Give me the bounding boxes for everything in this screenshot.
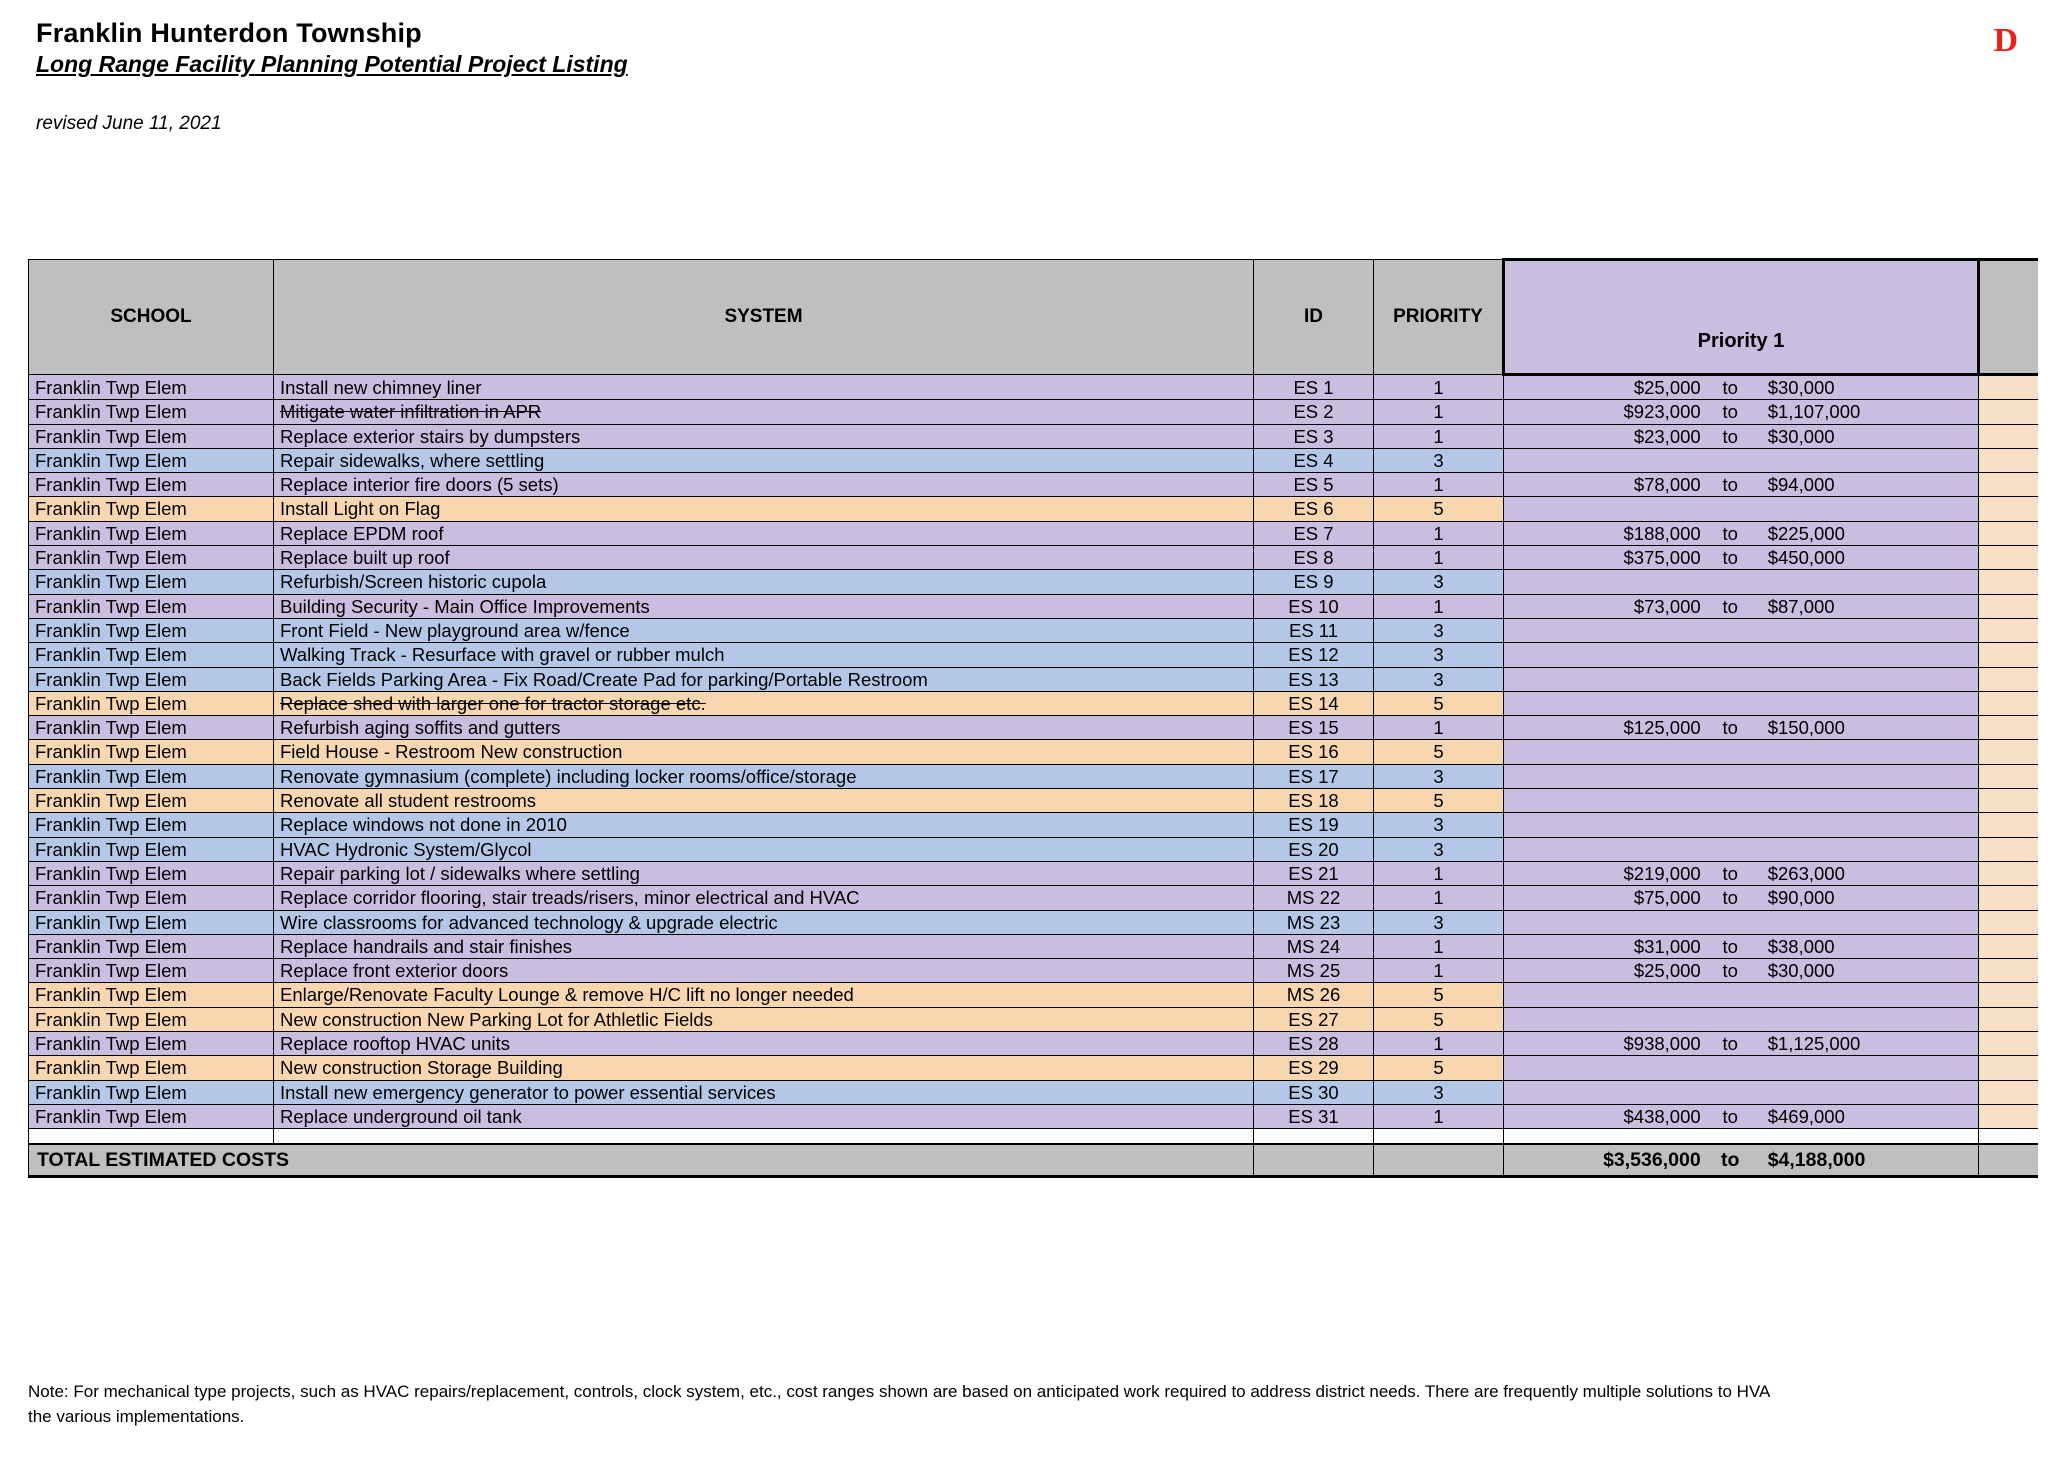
cost-high: $30,000 xyxy=(1767,377,1835,398)
cell-priority: 3 xyxy=(1374,667,1504,691)
exhibit-letter: D xyxy=(1993,22,2018,59)
cell-priority: 3 xyxy=(1374,813,1504,837)
cell-next-column xyxy=(1979,1080,2039,1104)
cell-priority: 3 xyxy=(1374,837,1504,861)
cell-system: Replace handrails and stair finishes xyxy=(274,934,1254,958)
cell-school: Franklin Twp Elem xyxy=(29,546,274,570)
cell-next-column xyxy=(1979,934,2039,958)
cost-low: $188,000 xyxy=(1623,522,1701,544)
cell-next-column xyxy=(1979,521,2039,545)
cell-system: Replace shed with larger one for tractor storage etc. xyxy=(274,691,1254,715)
cell-priority: 1 xyxy=(1374,886,1504,910)
cost-high: $225,000 xyxy=(1767,522,1845,544)
revision-date: revised June 11, 2021 xyxy=(36,112,222,134)
cost-high: $469,000 xyxy=(1767,1105,1845,1127)
cell-priority: 5 xyxy=(1374,740,1504,764)
total-row xyxy=(29,1144,2039,1177)
cell-id: ES 17 xyxy=(1254,764,1374,788)
cell-priority-1-cost xyxy=(1504,400,1979,424)
cost-high: $150,000 xyxy=(1767,717,1845,739)
cell-school: Franklin Twp Elem xyxy=(29,594,274,618)
footnote-line: the various implementations. xyxy=(28,1406,245,1426)
cell-priority: 5 xyxy=(1374,691,1504,715)
cell-priority: 5 xyxy=(1374,789,1504,813)
cost-range-separator: to xyxy=(1722,377,1738,398)
table-row xyxy=(29,497,2039,521)
cell-school: Franklin Twp Elem xyxy=(29,886,274,910)
cell-id: ES 14 xyxy=(1254,691,1374,715)
cell-school: Franklin Twp Elem xyxy=(29,1080,274,1104)
cell-priority-1-cost xyxy=(1504,375,1979,400)
cell-school: Franklin Twp Elem xyxy=(29,400,274,424)
cell-priority: 5 xyxy=(1374,983,1504,1007)
table-row xyxy=(29,691,2039,715)
cell-priority: 1 xyxy=(1374,861,1504,885)
cell-priority: 1 xyxy=(1374,716,1504,740)
cell-system: Install new emergency generator to power essential services xyxy=(274,1080,1254,1104)
cell-id: ES 5 xyxy=(1254,473,1374,497)
cell-school: Franklin Twp Elem xyxy=(29,861,274,885)
cell-school: Franklin Twp Elem xyxy=(29,1032,274,1056)
table-row xyxy=(29,861,2039,885)
cell-next-column xyxy=(1979,910,2039,934)
column-header-id: ID xyxy=(1254,260,1374,375)
cost-high: $1,107,000 xyxy=(1767,401,1861,423)
cost-range-separator: to xyxy=(1722,425,1738,447)
table-row xyxy=(29,594,2039,618)
cell-system: Replace EPDM roof xyxy=(274,521,1254,545)
cell-next-column xyxy=(1979,400,2039,424)
cell-id: MS 25 xyxy=(1254,959,1374,983)
cost-range-separator: to xyxy=(1722,935,1738,957)
cell-school: Franklin Twp Elem xyxy=(29,497,274,521)
cost-high: $30,000 xyxy=(1767,960,1835,982)
page-title: Franklin Hunterdon Township xyxy=(36,18,422,48)
cell-school: Franklin Twp Elem xyxy=(29,1056,274,1080)
cell-priority-1-cost xyxy=(1504,448,1979,472)
table-row xyxy=(29,837,2039,861)
spacer-cell xyxy=(29,1129,274,1145)
table-row xyxy=(29,375,2039,400)
cell-priority-1-cost xyxy=(1504,1080,1979,1104)
cell-school: Franklin Twp Elem xyxy=(29,789,274,813)
cell-next-column xyxy=(1979,424,2039,448)
cell-next-column xyxy=(1979,983,2039,1007)
cost-low: $938,000 xyxy=(1623,1033,1701,1055)
cell-system: Replace interior fire doors (5 sets) xyxy=(274,473,1254,497)
spacer-cell xyxy=(1979,1129,2039,1145)
cell-system: Refurbish aging soffits and gutters xyxy=(274,716,1254,740)
cost-range-separator: to xyxy=(1722,887,1738,909)
cell-priority: 3 xyxy=(1374,448,1504,472)
cost-range-separator: to xyxy=(1722,1033,1738,1055)
cost-low: $923,000 xyxy=(1623,401,1701,423)
cell-priority-1-cost xyxy=(1504,886,1979,910)
cell-school: Franklin Twp Elem xyxy=(29,764,274,788)
cell-school: Franklin Twp Elem xyxy=(29,716,274,740)
cell-id: ES 11 xyxy=(1254,618,1374,642)
spacer-cell xyxy=(1254,1129,1374,1145)
page-subtitle: Long Range Facility Planning Potential Project Listing xyxy=(36,51,628,78)
cell-priority: 1 xyxy=(1374,400,1504,424)
cell-system: Renovate all student restrooms xyxy=(274,789,1254,813)
cost-range-separator: to xyxy=(1722,960,1738,982)
cost-range-separator: to xyxy=(1722,401,1738,423)
table-row xyxy=(29,424,2039,448)
cell-school: Franklin Twp Elem xyxy=(29,521,274,545)
cost-range-separator: to xyxy=(1722,474,1738,496)
cell-school: Franklin Twp Elem xyxy=(29,910,274,934)
cell-system: Back Fields Parking Area - Fix Road/Create Pad for parking/Portable Restroom xyxy=(274,667,1254,691)
cell-priority-1-cost xyxy=(1504,473,1979,497)
cell-id: ES 6 xyxy=(1254,497,1374,521)
spacer-cell xyxy=(1504,1129,1979,1145)
cell-next-column xyxy=(1979,448,2039,472)
cell-priority-1-cost xyxy=(1504,546,1979,570)
cost-high: $38,000 xyxy=(1767,935,1835,957)
cell-next-column xyxy=(1979,1056,2039,1080)
column-header-priority: PRIORITY xyxy=(1374,260,1504,375)
table-row xyxy=(29,618,2039,642)
cell-priority: 3 xyxy=(1374,570,1504,594)
cost-low: $25,000 xyxy=(1633,960,1701,982)
table-row xyxy=(29,1007,2039,1031)
table-row xyxy=(29,934,2039,958)
table-body xyxy=(29,375,2039,1177)
column-header-school: SCHOOL xyxy=(29,260,274,375)
cell-priority-1-cost xyxy=(1504,983,1979,1007)
cell-id: ES 18 xyxy=(1254,789,1374,813)
cost-low: $219,000 xyxy=(1623,862,1701,884)
cell-next-column xyxy=(1979,546,2039,570)
cell-priority: 1 xyxy=(1374,594,1504,618)
cell-priority-1-cost xyxy=(1504,861,1979,885)
table-row xyxy=(29,1032,2039,1056)
cell-system: Replace front exterior doors xyxy=(274,959,1254,983)
cost-range-separator: to xyxy=(1722,862,1738,884)
cell-priority: 3 xyxy=(1374,764,1504,788)
cost-high: $263,000 xyxy=(1767,862,1845,884)
cell-priority-1-cost xyxy=(1504,691,1979,715)
cell-next-column xyxy=(1979,1104,2039,1128)
cell-next-column xyxy=(1979,667,2039,691)
cell-priority-1-cost xyxy=(1504,959,1979,983)
cost-range-separator: to xyxy=(1722,522,1738,544)
table-row xyxy=(29,1080,2039,1104)
cell-system: Install new chimney liner xyxy=(274,375,1254,400)
cell-priority-1-cost xyxy=(1504,764,1979,788)
cell-id: ES 16 xyxy=(1254,740,1374,764)
cell-next-column xyxy=(1979,813,2039,837)
cell-school: Franklin Twp Elem xyxy=(29,448,274,472)
cell-priority-1-cost xyxy=(1504,1056,1979,1080)
cell-next-column xyxy=(1979,789,2039,813)
table-row xyxy=(29,813,2039,837)
table-row xyxy=(29,643,2039,667)
cell-priority-1-cost xyxy=(1504,424,1979,448)
cell-id: ES 4 xyxy=(1254,448,1374,472)
cost-range-separator: to xyxy=(1722,547,1738,569)
cell-school: Franklin Twp Elem xyxy=(29,375,274,400)
column-header-next xyxy=(1979,260,2039,375)
cell-next-column xyxy=(1979,497,2039,521)
cell-id: ES 12 xyxy=(1254,643,1374,667)
cell-priority-1-cost xyxy=(1504,1007,1979,1031)
table-row xyxy=(29,1104,2039,1128)
cell-priority: 5 xyxy=(1374,1056,1504,1080)
cell-school: Franklin Twp Elem xyxy=(29,570,274,594)
cell-priority: 1 xyxy=(1374,1104,1504,1128)
cell-id: ES 8 xyxy=(1254,546,1374,570)
cell-school: Franklin Twp Elem xyxy=(29,667,274,691)
table-header xyxy=(29,260,2039,375)
cell-priority: 3 xyxy=(1374,1080,1504,1104)
cell-priority-1-cost xyxy=(1504,594,1979,618)
cell-id: ES 9 xyxy=(1254,570,1374,594)
cell-school: Franklin Twp Elem xyxy=(29,740,274,764)
table-row xyxy=(29,959,2039,983)
cell-priority: 1 xyxy=(1374,934,1504,958)
cell-priority: 5 xyxy=(1374,497,1504,521)
cell-school: Franklin Twp Elem xyxy=(29,691,274,715)
cell-id: ES 3 xyxy=(1254,424,1374,448)
cell-priority-1-cost xyxy=(1504,716,1979,740)
cell-priority-1-cost xyxy=(1504,521,1979,545)
cell-id: ES 30 xyxy=(1254,1080,1374,1104)
cell-school: Franklin Twp Elem xyxy=(29,983,274,1007)
table-row xyxy=(29,789,2039,813)
cell-priority-1-cost xyxy=(1504,740,1979,764)
cell-system: Building Security - Main Office Improvements xyxy=(274,594,1254,618)
cell-next-column xyxy=(1979,375,2039,400)
cell-id: MS 26 xyxy=(1254,983,1374,1007)
footnote xyxy=(28,1380,2048,1429)
cell-school: Franklin Twp Elem xyxy=(29,1007,274,1031)
cell-priority-1-cost xyxy=(1504,497,1979,521)
cell-priority: 3 xyxy=(1374,910,1504,934)
cell-next-column xyxy=(1979,1007,2039,1031)
spacer-cell xyxy=(274,1129,1254,1145)
cell-id: ES 28 xyxy=(1254,1032,1374,1056)
cell-system: New construction Storage Building xyxy=(274,1056,1254,1080)
cell-system: Wire classrooms for advanced technology & upgrade electric xyxy=(274,910,1254,934)
cost-range-separator: to xyxy=(1722,1105,1738,1127)
cell-system: HVAC Hydronic System/Glycol xyxy=(274,837,1254,861)
cell-next-column xyxy=(1979,764,2039,788)
table-row xyxy=(29,473,2039,497)
table-row xyxy=(29,400,2039,424)
cell-priority-1-cost xyxy=(1504,789,1979,813)
cell-system: Walking Track - Resurface with gravel or rubber mulch xyxy=(274,643,1254,667)
cell-id: ES 7 xyxy=(1254,521,1374,545)
cost-low: $75,000 xyxy=(1633,887,1701,909)
cell-school: Franklin Twp Elem xyxy=(29,473,274,497)
cell-school: Franklin Twp Elem xyxy=(29,813,274,837)
cell-system: Replace windows not done in 2010 xyxy=(274,813,1254,837)
cost-range-separator: to xyxy=(1722,717,1738,739)
cell-system: Repair sidewalks, where settling xyxy=(274,448,1254,472)
cell-next-column xyxy=(1979,594,2039,618)
cost-range-separator: to xyxy=(1722,595,1738,617)
cell-priority: 5 xyxy=(1374,1007,1504,1031)
cell-system: Refurbish/Screen historic cupola xyxy=(274,570,1254,594)
cell-next-column xyxy=(1979,473,2039,497)
cell-priority-1-cost xyxy=(1504,570,1979,594)
cell-priority: 1 xyxy=(1374,424,1504,448)
cell-priority: 1 xyxy=(1374,521,1504,545)
cell-id: ES 27 xyxy=(1254,1007,1374,1031)
cell-system: Replace built up roof xyxy=(274,546,1254,570)
project-listing-table-wrapper xyxy=(28,258,2038,1178)
cell-next-column xyxy=(1979,740,2039,764)
cell-school: Franklin Twp Elem xyxy=(29,1104,274,1128)
table-row xyxy=(29,1056,2039,1080)
cell-system: New construction New Parking Lot for Athletlic Fields xyxy=(274,1007,1254,1031)
table-row xyxy=(29,910,2039,934)
cell-next-column xyxy=(1979,716,2039,740)
cell-system: Replace rooftop HVAC units xyxy=(274,1032,1254,1056)
cell-school: Franklin Twp Elem xyxy=(29,837,274,861)
cell-id: MS 23 xyxy=(1254,910,1374,934)
table-row xyxy=(29,764,2039,788)
cell-id: ES 13 xyxy=(1254,667,1374,691)
total-cost-high: $4,188,000 xyxy=(1767,1148,1866,1171)
cell-system: Repair parking lot / sidewalks where settling xyxy=(274,861,1254,885)
cost-low: $25,000 xyxy=(1633,377,1701,398)
cell-system: Replace exterior stairs by dumpsters xyxy=(274,424,1254,448)
cell-id: ES 20 xyxy=(1254,837,1374,861)
total-label: TOTAL ESTIMATED COSTS xyxy=(29,1144,1254,1177)
cell-priority-1-cost xyxy=(1504,813,1979,837)
column-header-system: SYSTEM xyxy=(274,260,1254,375)
cost-low: $73,000 xyxy=(1633,595,1701,617)
table-row xyxy=(29,886,2039,910)
cell-priority: 1 xyxy=(1374,546,1504,570)
table-row xyxy=(29,667,2039,691)
cell-school: Franklin Twp Elem xyxy=(29,959,274,983)
cell-next-column xyxy=(1979,861,2039,885)
cell-id: ES 19 xyxy=(1254,813,1374,837)
cell-next-column xyxy=(1979,959,2039,983)
cell-next-column xyxy=(1979,1032,2039,1056)
cell-system: Replace corridor flooring, stair treads/risers, minor electrical and HVAC xyxy=(274,886,1254,910)
cell-system: Replace underground oil tank xyxy=(274,1104,1254,1128)
cell-priority: 1 xyxy=(1374,375,1504,400)
table-row xyxy=(29,448,2039,472)
cost-high: $94,000 xyxy=(1767,474,1835,496)
cell-school: Franklin Twp Elem xyxy=(29,424,274,448)
table-row xyxy=(29,983,2039,1007)
cell-system: Enlarge/Renovate Faculty Lounge & remove H/C lift no longer needed xyxy=(274,983,1254,1007)
project-listing-table xyxy=(28,258,2038,1178)
cell-system: Field House - Restroom New construction xyxy=(274,740,1254,764)
total-cost-separator: to xyxy=(1720,1148,1740,1171)
cell-id: MS 24 xyxy=(1254,934,1374,958)
cell-id: ES 1 xyxy=(1254,375,1374,400)
cost-high: $1,125,000 xyxy=(1767,1033,1861,1055)
cost-low: $125,000 xyxy=(1623,717,1701,739)
document-header xyxy=(0,0,2048,135)
cell-system: Mitigate water infiltration in APR xyxy=(274,400,1254,424)
column-header-priority-1: Priority 1 xyxy=(1504,260,1979,375)
table-spacer-row xyxy=(29,1129,2039,1145)
cell-system: Install Light on Flag xyxy=(274,497,1254,521)
cell-priority: 3 xyxy=(1374,643,1504,667)
cell-priority-1-cost xyxy=(1504,1032,1979,1056)
cell-priority: 3 xyxy=(1374,618,1504,642)
table-row xyxy=(29,570,2039,594)
cell-id: MS 22 xyxy=(1254,886,1374,910)
cost-low: $438,000 xyxy=(1623,1105,1701,1127)
footnote-line: Note: For mechanical type projects, such as HVAC repairs/replacement, controls, clock system, etc., cost ranges shown are based on anticipated work required to address district needs. There are frequently multiple solutions to HVA xyxy=(28,1382,1771,1401)
cell-next-column xyxy=(1979,886,2039,910)
cell-id: ES 31 xyxy=(1254,1104,1374,1128)
cell-id: ES 29 xyxy=(1254,1056,1374,1080)
cell-priority: 1 xyxy=(1374,473,1504,497)
total-priority-blank xyxy=(1374,1144,1504,1177)
cell-priority-1-cost xyxy=(1504,667,1979,691)
cell-id: ES 2 xyxy=(1254,400,1374,424)
cell-priority-1-cost xyxy=(1504,837,1979,861)
cell-priority: 1 xyxy=(1374,959,1504,983)
cell-next-column xyxy=(1979,618,2039,642)
table-row xyxy=(29,546,2039,570)
cost-high: $30,000 xyxy=(1767,425,1835,447)
cell-next-column xyxy=(1979,643,2039,667)
cost-high: $87,000 xyxy=(1767,595,1835,617)
cell-priority-1-cost xyxy=(1504,910,1979,934)
total-next-blank xyxy=(1979,1144,2039,1177)
table-row xyxy=(29,740,2039,764)
cell-school: Franklin Twp Elem xyxy=(29,618,274,642)
cost-high: $90,000 xyxy=(1767,887,1835,909)
cell-school: Franklin Twp Elem xyxy=(29,934,274,958)
cell-system: Renovate gymnasium (complete) including locker rooms/office/storage xyxy=(274,764,1254,788)
table-row xyxy=(29,716,2039,740)
cell-priority-1-cost xyxy=(1504,643,1979,667)
cost-low: $78,000 xyxy=(1633,474,1701,496)
cell-next-column xyxy=(1979,570,2039,594)
cell-school: Franklin Twp Elem xyxy=(29,643,274,667)
cell-priority-1-cost xyxy=(1504,1104,1979,1128)
spacer-cell xyxy=(1374,1129,1504,1145)
total-cost-low: $3,536,000 xyxy=(1603,1148,1701,1171)
cell-priority: 1 xyxy=(1374,1032,1504,1056)
cell-priority-1-cost xyxy=(1504,934,1979,958)
cell-next-column xyxy=(1979,691,2039,715)
cost-high: $450,000 xyxy=(1767,547,1845,569)
cell-id: ES 10 xyxy=(1254,594,1374,618)
cost-low: $375,000 xyxy=(1623,547,1701,569)
total-id-blank xyxy=(1254,1144,1374,1177)
total-priority-1-cost xyxy=(1504,1144,1979,1177)
cell-system: Front Field - New playground area w/fence xyxy=(274,618,1254,642)
cost-low: $23,000 xyxy=(1633,425,1701,447)
cell-next-column xyxy=(1979,837,2039,861)
cell-priority-1-cost xyxy=(1504,618,1979,642)
table-row xyxy=(29,521,2039,545)
cell-id: ES 21 xyxy=(1254,861,1374,885)
cost-low: $31,000 xyxy=(1633,935,1701,957)
cell-id: ES 15 xyxy=(1254,716,1374,740)
